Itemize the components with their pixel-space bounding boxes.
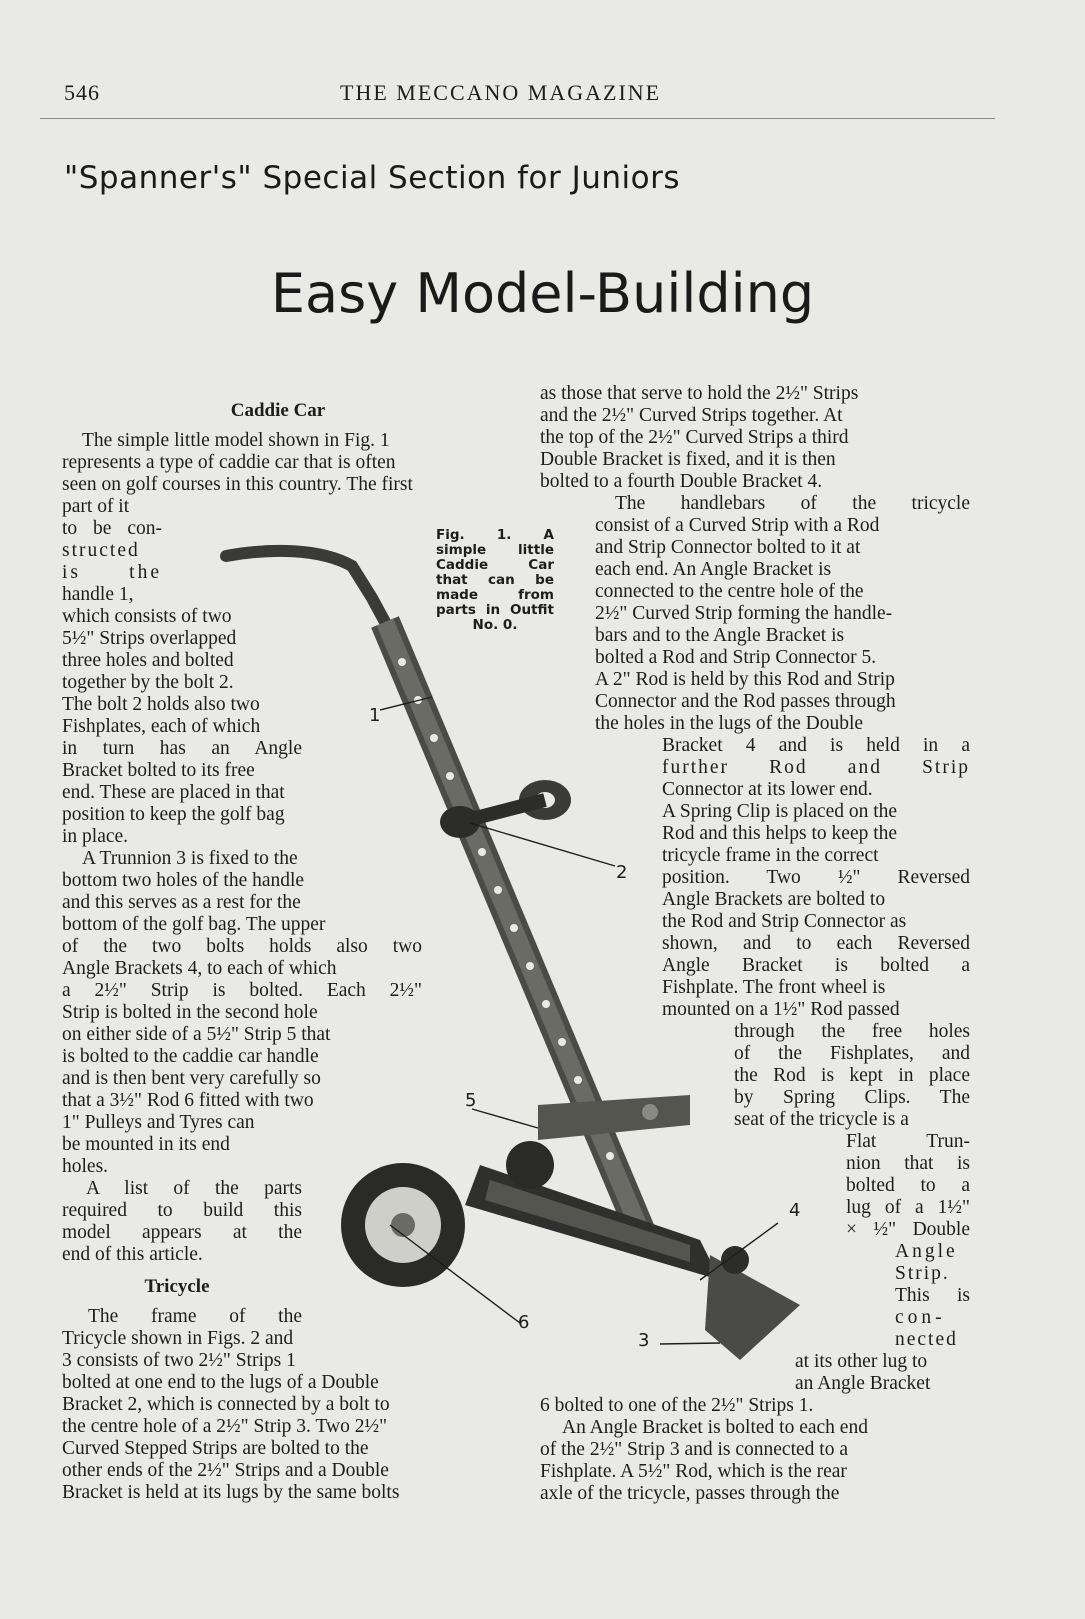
tricycle-section-continued xyxy=(540,383,980,1505)
caddie-line: A list of the parts xyxy=(86,1178,302,1199)
caddie-line: holes. xyxy=(62,1156,109,1177)
caddie-car-section xyxy=(62,400,502,1504)
tricycle-line: bars and to the Angle Bracket is xyxy=(595,625,845,646)
callout-1: 1 xyxy=(369,705,381,726)
tricycle-line: seat of the tricycle is a xyxy=(734,1109,909,1130)
caddie-line: part of it xyxy=(62,496,130,517)
caddie-line: The bolt 2 holds also two xyxy=(62,694,260,715)
caddie-line: structed xyxy=(62,540,140,561)
tricycle-line: The frame of the xyxy=(88,1306,302,1327)
tricycle-line: by Spring Clips. The xyxy=(734,1087,970,1108)
caddie-line: end of this article. xyxy=(62,1244,203,1265)
tricycle-line: the top of the 2½" Curved Strips a third xyxy=(540,427,849,448)
caddie-line: a 2½" Strip is bolted. Each 2½" xyxy=(62,980,422,1001)
caption-line: Fig. 1. A xyxy=(436,527,554,543)
tricycle-line: The handlebars of the tricycle xyxy=(615,493,970,514)
tricycle-line: Curved Stepped Strips are bolted to the xyxy=(62,1438,369,1459)
tricycle-line: Fishplate. The front wheel is xyxy=(662,977,886,998)
caddie-line: and this serves as a rest for the xyxy=(62,892,301,913)
callout-5: 5 xyxy=(465,1090,477,1111)
tricycle-line: bolted to a fourth Double Bracket 4. xyxy=(540,471,823,492)
tricycle-line: bolted to a xyxy=(846,1175,970,1196)
caddie-line: three holes and bolted xyxy=(62,650,234,671)
tricycle-line: An Angle Bracket is bolted to each end xyxy=(562,1417,868,1438)
tricycle-line: Tricycle shown in Figs. 2 and xyxy=(62,1328,294,1349)
tricycle-line: bolted at one end to the lugs of a Double xyxy=(62,1372,379,1393)
callout-3: 3 xyxy=(638,1330,650,1351)
tricycle-line: the holes in the lugs of the Double xyxy=(595,713,864,734)
tricycle-line: of the 2½" Strip 3 and is connected to a xyxy=(540,1439,848,1460)
caddie-car-heading: Caddie Car xyxy=(230,400,326,421)
tricycle-line: Rod and this helps to keep the xyxy=(662,823,898,844)
tricycle-line: Angle Bracket is bolted a xyxy=(662,955,970,976)
caddie-line: in place. xyxy=(62,826,129,847)
tricycle-line: and Strip Connector bolted to it at xyxy=(595,537,861,558)
page-number: 546 xyxy=(64,80,100,105)
tricycle-line: × ½" Double xyxy=(846,1219,970,1240)
tricycle-line: of the Fishplates, and xyxy=(734,1043,970,1064)
section-title: "Spanner's" Special Section for Juniors xyxy=(64,160,680,196)
caddie-line: handle 1, xyxy=(62,584,134,605)
tricycle-line: shown, and to each Reversed xyxy=(662,933,970,954)
tricycle-line: Flat Trun- xyxy=(846,1131,970,1152)
caddie-line: Angle Brackets 4, to each of which xyxy=(62,958,337,979)
caption-line: parts in Outfit xyxy=(436,602,554,618)
tricycle-line: further Rod and Strip xyxy=(662,757,970,778)
tricycle-line: other ends of the 2½" Strips and a Double xyxy=(62,1460,389,1481)
tricycle-line: nected xyxy=(895,1329,958,1350)
tricycle-line: an Angle Bracket xyxy=(795,1373,931,1394)
tricycle-line: Angle Brackets are bolted to xyxy=(662,889,886,910)
caddie-line: 1" Pulleys and Tyres can xyxy=(62,1112,255,1133)
caddie-line: in turn has an Angle xyxy=(62,738,302,759)
caddie-line: model appears at the xyxy=(62,1222,302,1243)
tricycle-line: the Rod and Strip Connector as xyxy=(662,911,907,932)
tricycle-line: A 2" Rod is held by this Rod and Strip xyxy=(595,669,895,690)
tricycle-line: at its other lug to xyxy=(795,1351,928,1372)
caddie-line: of the two bolts holds also two xyxy=(62,936,422,957)
tricycle-line: Bracket 4 and is held in a xyxy=(662,735,970,756)
tricycle-line: 2½" Curved Strip forming the handle- xyxy=(595,603,893,624)
tricycle-line: position. Two ½" Reversed xyxy=(662,867,970,888)
tricycle-line: bolted a Rod and Strip Connector 5. xyxy=(595,647,877,668)
tricycle-line: Strip. xyxy=(895,1263,950,1284)
caption-line: Caddie Car xyxy=(436,557,554,573)
caddie-line: to be con- xyxy=(62,518,162,539)
caddie-line: on either side of a 5½" Strip 5 that xyxy=(62,1024,331,1045)
tricycle-line: lug of a 1½" xyxy=(846,1197,970,1218)
callout-4: 4 xyxy=(789,1200,801,1221)
caddie-line: position to keep the golf bag xyxy=(62,804,285,825)
caddie-line: which consists of two xyxy=(62,606,232,627)
caddie-line: be mounted in its end xyxy=(62,1134,230,1155)
caddie-line: that a 3½" Rod 6 fitted with two xyxy=(62,1090,314,1111)
tricycle-line: through the free holes xyxy=(734,1021,970,1042)
tricycle-line: 6 bolted to one of the 2½" Strips 1. xyxy=(540,1395,814,1416)
caddie-line: A Trunnion 3 is fixed to the xyxy=(82,848,298,869)
tricycle-line: Connector at its lower end. xyxy=(662,779,873,800)
tricycle-line: mounted on a 1½" Rod passed xyxy=(662,999,900,1020)
caddie-line: The simple little model shown in Fig. 1 xyxy=(82,430,390,451)
caddie-line: Strip is bolted in the second hole xyxy=(62,1002,318,1023)
tricycle-line: Bracket is held at its lugs by the same bolts xyxy=(62,1482,400,1503)
tricycle-line: Angle xyxy=(895,1241,958,1262)
callout-6: 6 xyxy=(518,1312,530,1333)
tricycle-line: This is xyxy=(895,1285,970,1306)
tricycle-line: the centre hole of a 2½" Strip 3. Two 2½" xyxy=(62,1416,388,1437)
tricycle-line: con- xyxy=(895,1307,946,1328)
tricycle-heading: Tricycle xyxy=(144,1276,210,1297)
caption-line: No. 0. xyxy=(472,617,518,633)
magazine-title: THE MECCANO MAGAZINE xyxy=(340,80,662,105)
tricycle-line: connected to the centre hole of the xyxy=(595,581,864,602)
caddie-line: represents a type of caddie car that is often xyxy=(62,452,396,473)
tricycle-line: consist of a Curved Strip with a Rod xyxy=(595,515,880,536)
caddie-line: together by the bolt 2. xyxy=(62,672,234,693)
tricycle-line: Fishplate. A 5½" Rod, which is the rear xyxy=(540,1461,847,1482)
caddie-line: Fishplates, each of which xyxy=(62,716,261,737)
caddie-line: end. These are placed in that xyxy=(62,782,285,803)
tricycle-line: axle of the tricycle, passes through the xyxy=(540,1483,840,1504)
caption-line: simple little xyxy=(436,542,554,558)
tricycle-line: Double Bracket is fixed, and it is then xyxy=(540,449,836,470)
tricycle-line: A Spring Clip is placed on the xyxy=(662,801,898,822)
tricycle-line: and the 2½" Curved Strips together. At xyxy=(540,405,843,426)
caddie-line: required to build this xyxy=(62,1200,302,1221)
tricycle-line: Bracket 2, which is connected by a bolt to xyxy=(62,1394,390,1415)
tricycle-line: the Rod is kept in place xyxy=(734,1065,970,1086)
tricycle-line: Connector and the Rod passes through xyxy=(595,691,896,712)
callout-2: 2 xyxy=(616,862,628,883)
main-title: Easy Model-Building xyxy=(270,262,815,325)
caddie-line: is bolted to the caddie car handle xyxy=(62,1046,319,1067)
caddie-line: Bracket bolted to its free xyxy=(62,760,255,781)
caddie-line: 5½" Strips overlapped xyxy=(62,628,237,649)
tricycle-line: as those that serve to hold the 2½" Strips xyxy=(540,383,859,404)
caddie-line: bottom of the golf bag. The upper xyxy=(62,914,326,935)
tricycle-line: nion that is xyxy=(846,1153,970,1174)
caddie-line: and is then bent very carefully so xyxy=(62,1068,321,1089)
caddie-line: bottom two holes of the handle xyxy=(62,870,305,891)
tricycle-line: each end. An Angle Bracket is xyxy=(595,559,832,580)
tricycle-line: 3 consists of two 2½" Strips 1 xyxy=(62,1350,296,1371)
caption-line: that can be xyxy=(436,572,554,588)
caption-line: made from xyxy=(436,587,554,603)
tricycle-line: tricycle frame in the correct xyxy=(662,845,879,866)
caddie-line: is the xyxy=(62,562,162,583)
caddie-line: seen on golf courses in this country. The first xyxy=(62,474,413,495)
